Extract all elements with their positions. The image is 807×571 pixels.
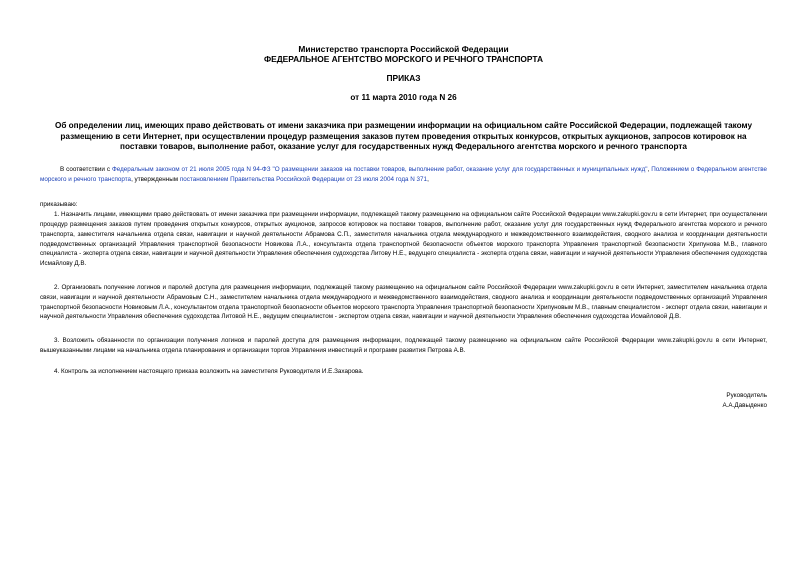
agency-name: ФЕДЕРАЛЬНОЕ АГЕНТСТВО МОРСКОГО И РЕЧНОГО ТРАНСПОРТА [263, 54, 544, 64]
order-item-1: 1. Назначить лицами, имеющими право действовать от имени заказчика при размещении информации, подлежащей такому размещению на официальном сайте Российской Федерации www.zakupki.gov.ru в сети Интернет, при осуществлении процедур размещения заказов путем проведения открытых конкурсов, открытых аукционов, запросов котировок на поставки товаров, выполнение работ, оказание услуг для государственных нужд Федерального агентства морского и речного транспорта, заместителя начальника отдела связи, навигации и научной деятельности Абрамова С.П., заместителя начальника отдела международного и межведомственного взаимодействия, сводного анализа и координации деятельности подведомственных организаций Управления транспортной безопасности Новикова Л.А., консультанта отдела транспортной безопасности объектов морского транспорта Управления транспортной безопасности Хрипунова М.В., главного специалиста - эксперта отдела связи, навигации и научной деятельности Управления обеспечения судоходства Литову Н.Е., ведущего специалиста - эксперта отдела связи, навигации и научной деятельности Управления обеспечения судоходства Исмайлову Д.В. [40, 211, 767, 268]
signer-name: А.А.Давыденко [722, 401, 767, 409]
signer-position: Руководитель [726, 391, 767, 399]
document-type: ПРИКАЗ [386, 73, 421, 83]
government-resolution-link[interactable]: постановлением Правительства Российской Федерации от 23 июля 2004 года N 371 [179, 175, 428, 183]
ministry-name: Министерство транспорта Российской Федерации [298, 44, 509, 54]
decree-word: приказываю: [40, 201, 78, 209]
intro-text-4: , [427, 175, 429, 183]
document-page [40, 44, 767, 411]
intro-text-3: , утвержденным [131, 175, 180, 183]
order-item-4: 4. Контроль за исполнением настоящего приказа возложить на заместителя Руководителя И.Е.Захарова. [54, 367, 364, 375]
intro-paragraph [40, 165, 767, 185]
document-date-number: от 11 марта 2010 года N 26 [350, 93, 457, 102]
intro-text-1: В соответствии с [60, 165, 112, 173]
federal-law-link[interactable]: Федеральным законом от 21 июля 2005 года N 94-ФЗ "О размещении заказов на поставки товаров, выполнение работ, оказание услуг для государственных и муниципальных нужд" [111, 165, 648, 173]
order-item-3: 3. Возложить обязанности по организации получения логинов и паролей доступа для размещения информации, подлежащей такому размещению на официальном сайте Российской Федерации www.zakupki.gov.ru в сети Интернет, вышеуказанными лицами на начальника отдела планирования и организации торгов Управления инвестиций и программ развития Петрова А.В. [40, 337, 767, 354]
intro-text-2: , [647, 165, 652, 173]
order-item-2: 2. Организовать получение логинов и паролей доступа для размещения информации, подлежащей такому размещению на официальном сайте Российской Федерации www.zakupki.gov.ru в сети Интернет, заместителем начальника отдела связи, навигации и научной деятельности Абрамовым С.Н., заместителем начальника отдела международного и межведомственного взаимодействия, сводного анализа и координации деятельности подведомственных организаций Управления транспортной безопасности Новиковым Л.А., консультантом отдела транспортной безопасности объектов морского транспорта Управления транспортной безопасности Хрипуновым М.В., главным специалистом - эксперт отдела связи, навигации и научной деятельности Управления обеспечения судоходства Литовой Н.Е., ведущим специалистом - экспертом отдела связи, навигации и научной деятельности Управления обеспечения судоходства Исмайловой Д.В. [40, 283, 767, 321]
agency-regulation-link[interactable]: Положением о Федеральном агентстве морского и речного транспорта [40, 165, 768, 183]
document-title: Об определении лиц, имеющих право действовать от имени заказчика при размещении информации на официальном сайте Российской Федерации, подлежащей такому размещению в сети Интернет, при осуществлении процедур размещения заказов путем проведения открытых конкурсов, открытых аукционов, запросов котировок на поставки товаров, выполнение работ, оказание услуг для государственных нужд Федерального агентства морского и речного транспорта [54, 121, 753, 152]
signature-block [40, 391, 767, 411]
